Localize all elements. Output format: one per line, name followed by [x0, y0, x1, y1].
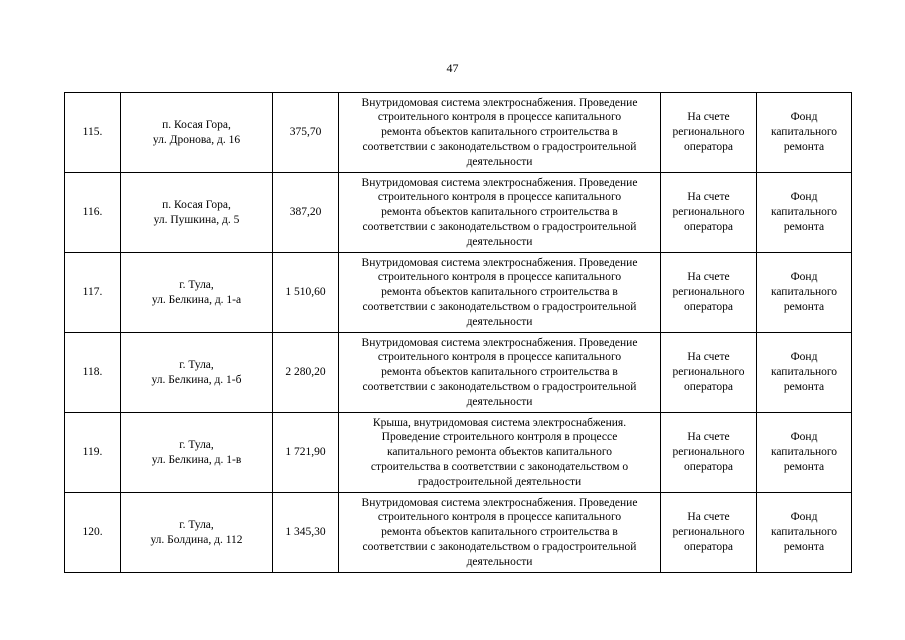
- work-description-cell: [339, 93, 661, 173]
- funding-location-line: регионального: [672, 366, 745, 379]
- work-description-line: строительного контроля в процессе капитального: [377, 351, 622, 364]
- row-number-cell: 119.: [65, 413, 121, 493]
- work-description-line: градостроительной деятельности: [417, 475, 582, 488]
- funding-location-line: регионального: [672, 126, 745, 139]
- page-number: 47: [446, 61, 459, 75]
- funding-location-line: На счете: [687, 431, 730, 444]
- work-description-line: деятельности: [466, 235, 533, 248]
- work-description-line: строительного контроля в процессе капитального: [377, 111, 622, 124]
- work-description-line: Внутридомовая система электроснабжения. Проведение: [361, 96, 638, 109]
- funding-location-line: регионального: [672, 286, 745, 299]
- work-description-line: ремонта объектов капитального строительства в: [381, 286, 618, 299]
- funding-location-line: регионального: [672, 446, 745, 459]
- table-body: [65, 93, 852, 573]
- work-description-cell: [339, 333, 661, 413]
- funding-location-line: оператора: [683, 460, 734, 473]
- work-description-line: деятельности: [466, 315, 533, 328]
- work-description-line: Внутридомовая система электроснабжения. Проведение: [361, 256, 638, 269]
- cost-cell: 1 721,90: [273, 413, 339, 493]
- table-row: [65, 333, 852, 413]
- work-description-line: соответствии с законодательством о градостроительной: [362, 300, 637, 313]
- funding-location-line: регионального: [672, 206, 745, 219]
- address-cell: [121, 173, 273, 253]
- work-description-line: соответствии с законодательством о градостроительной: [362, 220, 637, 233]
- funding-location-line: оператора: [683, 540, 734, 553]
- row-number-cell: 117.: [65, 253, 121, 333]
- work-description-line: Внутридомовая система электроснабжения. Проведение: [361, 496, 638, 509]
- row-number-cell: 118.: [65, 333, 121, 413]
- funding-source-line: капитального: [770, 126, 838, 139]
- work-description-line: ремонта объектов капитального строительства в: [381, 206, 618, 219]
- work-description-line: соответствии с законодательством о градостроительной: [362, 380, 637, 393]
- funding-location-line: оператора: [683, 220, 734, 233]
- address-line: г. Тула,: [179, 358, 214, 371]
- funding-source-cell: [757, 173, 852, 253]
- funding-location-line: На счете: [687, 351, 730, 364]
- work-description-line: соответствии с законодательством о градостроительной: [362, 540, 637, 553]
- address-line: г. Тула,: [179, 438, 214, 451]
- funding-location-cell: [661, 493, 757, 573]
- address-line: ул. Белкина, д. 1-б: [151, 373, 242, 386]
- funding-source-line: капитального: [770, 366, 838, 379]
- work-description-cell: [339, 493, 661, 573]
- work-description-line: деятельности: [466, 555, 533, 568]
- funding-location-line: На счете: [687, 271, 730, 284]
- funding-location-line: оператора: [683, 140, 734, 153]
- table-row: [65, 413, 852, 493]
- address-line: ул. Болдина, д. 112: [150, 533, 243, 546]
- work-description-line: Внутридомовая система электроснабжения. Проведение: [361, 176, 638, 189]
- address-cell: [121, 333, 273, 413]
- work-description-line: ремонта объектов капитального строительства в: [381, 126, 618, 139]
- address-cell: [121, 93, 273, 173]
- funding-source-line: Фонд: [790, 351, 818, 364]
- funding-source-cell: [757, 253, 852, 333]
- address-cell: [121, 493, 273, 573]
- work-description-cell: [339, 253, 661, 333]
- table-row: [65, 93, 852, 173]
- funding-source-line: Фонд: [790, 271, 818, 284]
- work-description-line: ремонта объектов капитального строительства в: [381, 366, 618, 379]
- funding-location-line: оператора: [683, 300, 734, 313]
- work-description-line: Внутридомовая система электроснабжения. Проведение: [361, 336, 638, 349]
- address-line: ул. Дронова, д. 16: [152, 133, 241, 146]
- work-description-line: строительного контроля в процессе капитального: [377, 191, 622, 204]
- funding-location-cell: [661, 93, 757, 173]
- table-row: [65, 253, 852, 333]
- funding-source-line: капитального: [770, 526, 838, 539]
- funding-source-line: Фонд: [790, 511, 818, 524]
- funding-source-line: ремонта: [783, 540, 825, 553]
- funding-source-line: капитального: [770, 206, 838, 219]
- work-description-line: строительства в соответствии с законодательством о: [370, 460, 629, 473]
- cost-cell: 387,20: [273, 173, 339, 253]
- funding-location-line: оператора: [683, 380, 734, 393]
- funding-source-cell: [757, 93, 852, 173]
- address-line: г. Тула,: [179, 518, 214, 531]
- row-number-cell: 120.: [65, 493, 121, 573]
- work-description-line: Крыша, внутридомовая система электроснабжения.: [372, 416, 627, 429]
- funding-source-line: ремонта: [783, 460, 825, 473]
- funding-source-line: Фонд: [790, 111, 818, 124]
- row-number-cell: 116.: [65, 173, 121, 253]
- address-line: ул. Пушкина, д. 5: [153, 213, 240, 226]
- funding-location-line: регионального: [672, 526, 745, 539]
- funding-source-line: капитального: [770, 446, 838, 459]
- cost-cell: 1 345,30: [273, 493, 339, 573]
- funding-source-line: ремонта: [783, 380, 825, 393]
- funding-source-line: капитального: [770, 286, 838, 299]
- funding-source-line: ремонта: [783, 300, 825, 313]
- funding-source-line: Фонд: [790, 191, 818, 204]
- funding-location-line: На счете: [687, 511, 730, 524]
- funding-source-cell: [757, 333, 852, 413]
- cost-cell: 1 510,60: [273, 253, 339, 333]
- table-row: [65, 173, 852, 253]
- funding-source-cell: [757, 493, 852, 573]
- table-row: [65, 493, 852, 573]
- address-line: г. Тула,: [179, 278, 214, 291]
- work-description-line: деятельности: [466, 395, 533, 408]
- funding-location-cell: [661, 413, 757, 493]
- work-description-line: соответствии с законодательством о градостроительной: [362, 140, 637, 153]
- funding-location-line: На счете: [687, 111, 730, 124]
- work-description-cell: [339, 413, 661, 493]
- funding-location-cell: [661, 173, 757, 253]
- cost-cell: 2 280,20: [273, 333, 339, 413]
- work-description-cell: [339, 173, 661, 253]
- address-line: п. Косая Гора,: [162, 198, 231, 211]
- work-description-line: строительного контроля в процессе капитального: [377, 511, 622, 524]
- address-line: ул. Белкина, д. 1-а: [151, 293, 242, 306]
- funding-source-line: ремонта: [783, 140, 825, 153]
- work-description-line: деятельности: [466, 155, 533, 168]
- funding-location-cell: [661, 253, 757, 333]
- funding-location-line: На счете: [687, 191, 730, 204]
- funding-location-cell: [661, 333, 757, 413]
- funding-source-line: ремонта: [783, 220, 825, 233]
- work-description-line: ремонта объектов капитального строительства в: [381, 526, 618, 539]
- address-cell: [121, 413, 273, 493]
- row-number-cell: 115.: [65, 93, 121, 173]
- work-description-line: капитального ремонта объектов капитального: [386, 446, 612, 459]
- address-cell: [121, 253, 273, 333]
- funding-source-cell: [757, 413, 852, 493]
- cost-cell: 375,70: [273, 93, 339, 173]
- repair-register-table: [64, 92, 852, 573]
- work-description-line: строительного контроля в процессе капитального: [377, 271, 622, 284]
- work-description-line: Проведение строительного контроля в процессе: [381, 431, 618, 444]
- address-line: ул. Белкина, д. 1-в: [151, 453, 242, 466]
- funding-source-line: Фонд: [790, 431, 818, 444]
- address-line: п. Косая Гора,: [162, 118, 231, 131]
